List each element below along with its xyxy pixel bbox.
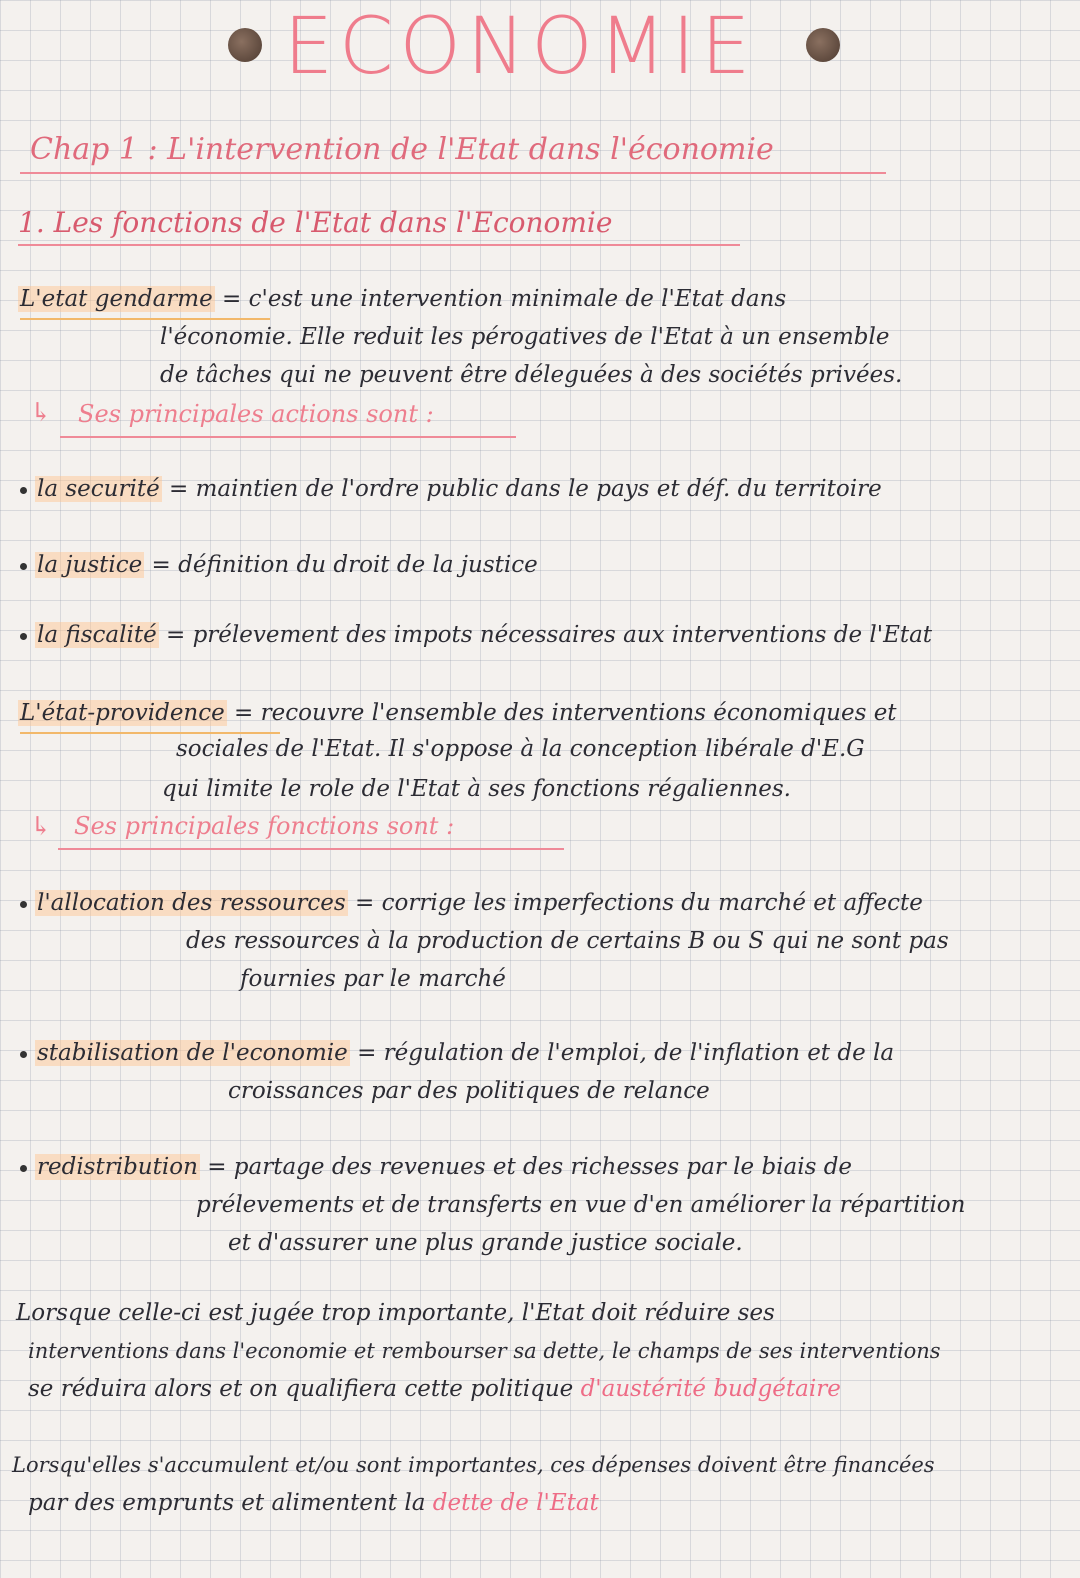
item-term: la justice	[37, 552, 143, 578]
punch-hole-left	[228, 28, 262, 62]
arrow-icon: ↳	[30, 812, 52, 842]
providence-term: L'état-providence	[20, 700, 225, 726]
item-definition-line-2: des ressources à la production de certains B ou S qui ne sont pas	[186, 928, 949, 954]
chapter-heading: Chap 1 : L'intervention de l'Etat dans l'économie	[30, 132, 774, 167]
debt-term: dette de l'Etat	[432, 1490, 599, 1516]
gendarme-definition	[18, 280, 1058, 318]
bullet-icon	[20, 1165, 27, 1172]
list-item	[20, 546, 538, 584]
paragraph-1-line-3	[28, 1370, 841, 1408]
item-definition-line-3: et d'assurer une plus grande justice sociale.	[228, 1230, 743, 1256]
providence-line-3: qui limite le role de l'Etat à ses fonctions régaliennes.	[162, 776, 791, 802]
list-item	[20, 1034, 894, 1072]
list-item	[20, 470, 882, 508]
providence-subheading: Ses principales fonctions sont :	[74, 812, 455, 840]
item-term: redistribution	[37, 1154, 198, 1180]
item-definition: = maintien de l'ordre public dans le pays et déf. du territoire	[169, 476, 882, 502]
paragraph-1-text: se réduira alors et on qualifiera cette politique	[28, 1376, 574, 1402]
punch-hole-right	[806, 28, 840, 62]
paragraph-2-text: par des emprunts et alimentent la	[28, 1490, 426, 1516]
item-definition: = définition du droit de la justice	[151, 552, 538, 578]
arrow-icon: ↳	[30, 398, 52, 428]
providence-line-2: sociales de l'Etat. Il s'oppose à la conception libérale d'E.G	[176, 736, 865, 762]
item-term: stabilisation de l'economie	[37, 1040, 348, 1066]
gendarme-line-3: de tâches qui ne peuvent être déleguées à des sociétés privées.	[160, 362, 903, 388]
gendarme-line-1: = c'est une intervention minimale de l'Etat dans	[222, 286, 787, 312]
item-definition-line-1: = corrige les imperfections du marché et affecte	[355, 890, 923, 916]
paragraph-2-line-2	[28, 1484, 599, 1522]
chapter-underline	[20, 172, 886, 174]
item-definition-line-1: = régulation de l'emploi, de l'inflation et de la	[357, 1040, 895, 1066]
paragraph-2-line-1: Lorsqu'elles s'accumulent et/ou sont importantes, ces dépenses doivent être financées	[12, 1453, 935, 1477]
page-title: ECONOMIE	[283, 2, 757, 92]
item-definition-line-3: fournies par le marché	[240, 966, 506, 992]
item-term: l'allocation des ressources	[37, 890, 346, 916]
providence-definition	[18, 694, 1058, 732]
item-term: la fiscalité	[37, 622, 157, 648]
bullet-icon	[20, 1051, 27, 1058]
bullet-icon	[20, 633, 27, 640]
item-term: la securité	[37, 476, 160, 502]
list-item	[20, 616, 932, 654]
providence-subheading-underline	[58, 848, 564, 850]
item-definition: = prélevement des impots nécessaires aux interventions de l'Etat	[166, 622, 933, 648]
list-item	[20, 1148, 852, 1186]
gendarme-term: L'etat gendarme	[20, 286, 213, 312]
list-item	[20, 884, 923, 922]
paragraph-1-line-2: interventions dans l'economie et rembourser sa dette, le champs de ses interventions	[28, 1339, 941, 1363]
paragraph-1-line-1: Lorsque celle-ci est jugée trop importante, l'Etat doit réduire ses	[16, 1300, 775, 1326]
providence-line-1: = recouvre l'ensemble des interventions économiques et	[234, 700, 897, 726]
item-definition-line-2: croissances par des politiques de relance	[228, 1078, 710, 1104]
section-heading: 1. Les fonctions de l'Etat dans l'Economie	[18, 206, 613, 239]
item-definition-line-1: = partage des revenues et des richesses par le biais de	[207, 1154, 853, 1180]
austerity-term: d'austérité budgétaire	[580, 1376, 841, 1402]
gendarme-subheading-underline	[60, 436, 516, 438]
gendarme-line-2: l'économie. Elle reduit les pérogatives de l'Etat à un ensemble	[160, 324, 890, 350]
bullet-icon	[20, 563, 27, 570]
gendarme-subheading: Ses principales actions sont :	[78, 400, 434, 428]
bullet-icon	[20, 901, 27, 908]
item-definition-line-2: prélevements et de transferts en vue d'en améliorer la répartition	[196, 1192, 966, 1218]
section-underline	[18, 244, 740, 246]
bullet-icon	[20, 487, 27, 494]
